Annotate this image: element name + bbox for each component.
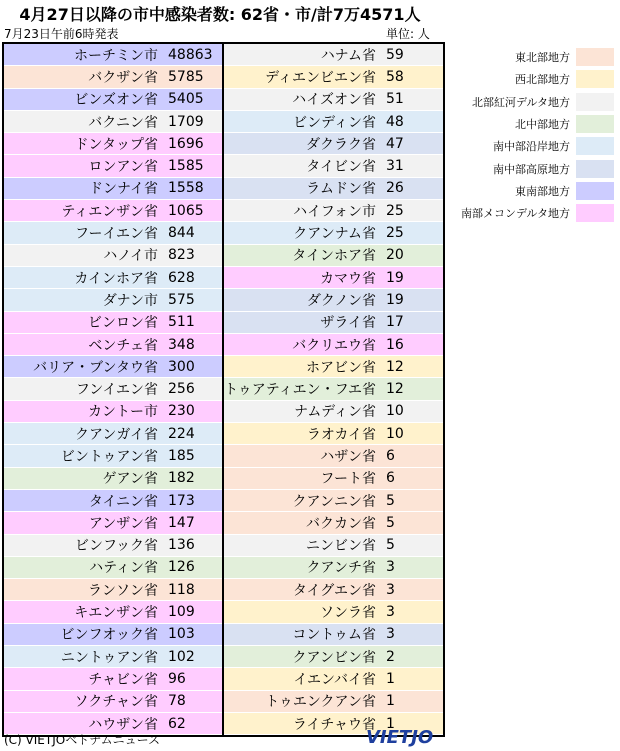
case-count: 78	[168, 693, 186, 710]
province-name: クアンチ省	[306, 560, 376, 577]
chart-title: 4月27日以降の市中感染者数: 62省・市/計7万4571人	[19, 5, 421, 24]
case-count: 230	[168, 403, 195, 420]
province-name: ラオカイ省	[306, 426, 376, 443]
province-name: カインホア省	[74, 270, 158, 287]
case-count: 1709	[168, 113, 204, 130]
table-row	[224, 356, 443, 378]
province-name: タイビン省	[306, 159, 376, 176]
province-name: アンザン省	[88, 515, 158, 532]
province-name: ロンアン省	[88, 159, 158, 176]
table-row	[224, 601, 443, 623]
case-count: 51	[386, 91, 404, 108]
case-count: 823	[168, 247, 195, 264]
case-count: 6	[386, 470, 395, 487]
table-row	[4, 200, 222, 222]
table-row	[224, 89, 443, 111]
province-name: バクリエウ省	[292, 337, 376, 354]
table-row	[4, 579, 222, 601]
table-row	[224, 111, 443, 133]
province-name: ハノイ市	[103, 248, 158, 265]
case-count: 5	[386, 514, 395, 531]
province-name: ホアビン省	[306, 359, 376, 376]
case-count: 1	[386, 715, 395, 732]
case-count: 96	[168, 670, 186, 687]
case-count: 25	[386, 225, 404, 242]
province-name: トゥアティエン・フエ省	[224, 382, 376, 399]
province-name: ライチャウ省	[292, 716, 376, 733]
legend-item	[450, 113, 618, 135]
province-name: ビンロン省	[88, 315, 158, 332]
legend-swatch	[576, 182, 614, 200]
province-name: イエンバイ省	[293, 671, 376, 688]
case-count: 48	[386, 113, 404, 130]
legend-item	[450, 202, 618, 224]
province-name: ラムドン省	[306, 181, 376, 198]
legend-label: 南部メコンデルタ地方	[460, 207, 570, 221]
table-row	[224, 445, 443, 467]
legend-item	[450, 91, 618, 113]
case-count: 3	[386, 559, 395, 576]
case-count: 25	[386, 202, 404, 219]
province-name: ランソン省	[88, 582, 158, 599]
province-name: ハイフォン市	[293, 203, 376, 220]
case-count: 6	[386, 447, 395, 464]
table-row	[224, 267, 443, 289]
table-row	[224, 178, 443, 200]
table-column-left	[4, 44, 222, 735]
province-name: タイグエン省	[292, 582, 376, 599]
table-row	[224, 222, 443, 244]
table-row	[4, 155, 222, 177]
table-row	[4, 490, 222, 512]
case-count: 109	[168, 604, 195, 621]
legend-label: 南中部高原地方	[493, 162, 570, 176]
table-row	[224, 155, 443, 177]
province-name: ビントゥアン省	[60, 448, 158, 465]
table-row	[4, 401, 222, 423]
case-count: 3	[386, 581, 395, 598]
table-row	[4, 468, 222, 490]
legend-label: 北部紅河デルタ地方	[471, 95, 570, 109]
case-count: 511	[168, 314, 195, 331]
province-name: ビンフオック省	[60, 627, 158, 644]
legend-item	[450, 68, 618, 90]
table-row	[4, 512, 222, 534]
province-name: カマウ省	[320, 270, 376, 287]
table-row	[4, 111, 222, 133]
case-count: 5	[386, 537, 395, 554]
case-count: 62	[168, 715, 186, 732]
legend-item	[450, 157, 618, 179]
case-count: 256	[168, 381, 195, 398]
province-name: ベンチェ省	[88, 337, 158, 354]
table-row	[4, 334, 222, 356]
province-name: ダクラク省	[306, 136, 376, 153]
table-row	[224, 200, 443, 222]
legend-swatch	[576, 160, 614, 178]
table-row	[224, 624, 443, 646]
case-count: 19	[386, 269, 404, 286]
table-row	[4, 378, 222, 400]
province-name: ニントゥアン省	[60, 649, 158, 666]
province-name: ハイズオン省	[292, 92, 376, 109]
legend-swatch	[576, 48, 614, 66]
table-row	[4, 245, 222, 267]
province-name: カントー市	[88, 404, 158, 421]
case-count: 12	[386, 381, 404, 398]
case-count: 31	[386, 158, 404, 175]
province-name: ハザン省	[320, 448, 376, 465]
legend-label: 南中部沿岸地方	[493, 140, 570, 154]
province-name: ティエンザン省	[61, 203, 158, 220]
table-row	[4, 445, 222, 467]
vietjo-logo: VIETJO	[366, 727, 434, 748]
table-row	[224, 490, 443, 512]
province-name: ビンディン省	[293, 114, 376, 131]
table-row	[4, 535, 222, 557]
case-count: 118	[168, 581, 195, 598]
province-name: ソクチャン省	[74, 694, 158, 711]
table-row	[4, 624, 222, 646]
table-row	[4, 133, 222, 155]
province-name: クアンビン省	[292, 649, 376, 666]
table-row	[4, 178, 222, 200]
province-name: ザライ省	[320, 315, 376, 332]
table-row	[4, 89, 222, 111]
province-name: ディエンビエン省	[265, 69, 376, 86]
province-name: バクニン省	[88, 114, 158, 131]
table-row	[224, 468, 443, 490]
case-count: 2	[386, 648, 395, 665]
legend-item	[450, 180, 618, 202]
table-row	[224, 334, 443, 356]
case-count: 48863	[168, 46, 213, 63]
case-count: 5	[386, 492, 395, 509]
legend-item	[450, 135, 618, 157]
table-row	[224, 691, 443, 713]
table-row	[224, 557, 443, 579]
table-row	[224, 312, 443, 334]
province-name: クアンニン省	[292, 493, 376, 510]
province-name: クアンナム省	[293, 226, 376, 243]
case-count: 348	[168, 336, 195, 353]
table-row	[4, 267, 222, 289]
province-name: ダナン市	[102, 292, 158, 309]
province-name: ナムディン省	[294, 404, 376, 421]
copyright-text: (C) VIETJOベトナムニュース	[4, 733, 161, 747]
case-count: 12	[386, 358, 404, 375]
table-row	[4, 312, 222, 334]
case-count: 1585	[168, 158, 204, 175]
case-count: 1	[386, 670, 395, 687]
table-row	[224, 423, 443, 445]
table-column-right	[222, 44, 443, 735]
province-name: ホーチミン市	[74, 47, 158, 64]
province-name: ハティン省	[89, 560, 158, 577]
announcement-date: 7月23日午前6時発表	[4, 27, 119, 41]
case-count: 147	[168, 514, 195, 531]
province-name: ドンナイ省	[88, 181, 158, 198]
legend-label: 西北部地方	[515, 73, 570, 87]
table-row	[224, 668, 443, 690]
case-count: 185	[168, 447, 195, 464]
case-count: 17	[386, 314, 404, 331]
province-name: タイニン省	[88, 493, 158, 510]
province-name: ハウザン省	[88, 716, 158, 733]
province-name: チャビン省	[88, 671, 158, 688]
region-legend	[450, 46, 618, 224]
table-row	[224, 535, 443, 557]
case-count: 126	[168, 559, 195, 576]
table-row	[224, 66, 443, 88]
province-name: コントゥム省	[292, 627, 376, 644]
case-count: 1558	[168, 180, 204, 197]
table-row	[4, 601, 222, 623]
table-row	[224, 378, 443, 400]
province-name: フーイエン省	[74, 226, 158, 243]
province-name: タインホア省	[292, 248, 376, 265]
legend-swatch	[576, 70, 614, 88]
case-count: 3	[386, 626, 395, 643]
legend-swatch	[576, 93, 614, 111]
case-count: 628	[168, 269, 195, 286]
province-name: キエンザン省	[74, 605, 158, 622]
case-count: 182	[168, 470, 195, 487]
case-count: 844	[168, 225, 195, 242]
case-count: 173	[168, 492, 195, 509]
province-name: ドンタップ省	[74, 136, 158, 153]
table-row	[224, 512, 443, 534]
table-row	[224, 579, 443, 601]
province-name: ビンフック省	[74, 538, 158, 555]
table-row	[4, 668, 222, 690]
case-count: 224	[168, 425, 195, 442]
case-count: 103	[168, 626, 195, 643]
table-row	[4, 356, 222, 378]
table-row	[4, 691, 222, 713]
unit-label: 単位: 人	[386, 27, 430, 41]
province-name: ハナム省	[320, 47, 376, 64]
province-name: バリア・ブンタウ省	[33, 359, 158, 376]
table-row	[4, 222, 222, 244]
province-name: フート省	[320, 471, 376, 488]
case-count: 47	[386, 135, 404, 152]
table-row	[4, 646, 222, 668]
case-count: 102	[168, 648, 195, 665]
table-row	[4, 44, 222, 66]
case-count: 5785	[168, 68, 204, 85]
table-row	[4, 289, 222, 311]
province-name: ビンズオン省	[74, 92, 158, 109]
province-name: ニンビン省	[306, 538, 376, 555]
case-count: 1	[386, 693, 395, 710]
case-count: 136	[168, 537, 195, 554]
case-count: 1065	[168, 202, 204, 219]
province-name: フンイエン省	[75, 382, 158, 399]
case-count: 1696	[168, 135, 204, 152]
table-row	[4, 66, 222, 88]
case-count: 58	[386, 68, 404, 85]
case-count: 10	[386, 403, 404, 420]
case-count: 575	[168, 291, 195, 308]
table-row	[224, 289, 443, 311]
legend-item	[450, 46, 618, 68]
table-row	[4, 557, 222, 579]
case-count: 300	[168, 358, 195, 375]
case-count: 5405	[168, 91, 204, 108]
table-row	[224, 44, 443, 66]
province-name: ゲアン省	[102, 471, 158, 488]
legend-label: 東南部地方	[515, 184, 570, 198]
legend-swatch	[576, 137, 614, 155]
province-name: クアンガイ省	[74, 426, 158, 443]
table-row	[224, 133, 443, 155]
province-name: トゥエンクアン省	[265, 694, 376, 711]
legend-swatch	[576, 115, 614, 133]
case-table	[2, 42, 445, 737]
case-count: 16	[386, 336, 404, 353]
province-name: バクザン省	[88, 69, 158, 86]
province-name: ダクノン省	[306, 292, 376, 309]
table-row	[4, 423, 222, 445]
case-count: 3	[386, 604, 395, 621]
case-count: 26	[386, 180, 404, 197]
legend-label: 東北部地方	[515, 51, 570, 65]
legend-label: 北中部地方	[515, 118, 570, 132]
legend-swatch	[576, 204, 614, 222]
case-count: 10	[386, 425, 404, 442]
table-row	[224, 646, 443, 668]
province-name: ソンラ省	[320, 605, 376, 622]
table-row	[224, 401, 443, 423]
case-count: 59	[386, 46, 404, 63]
table-row	[224, 245, 443, 267]
province-name: バクカン省	[306, 515, 376, 532]
case-count: 20	[386, 247, 404, 264]
case-count: 19	[386, 291, 404, 308]
